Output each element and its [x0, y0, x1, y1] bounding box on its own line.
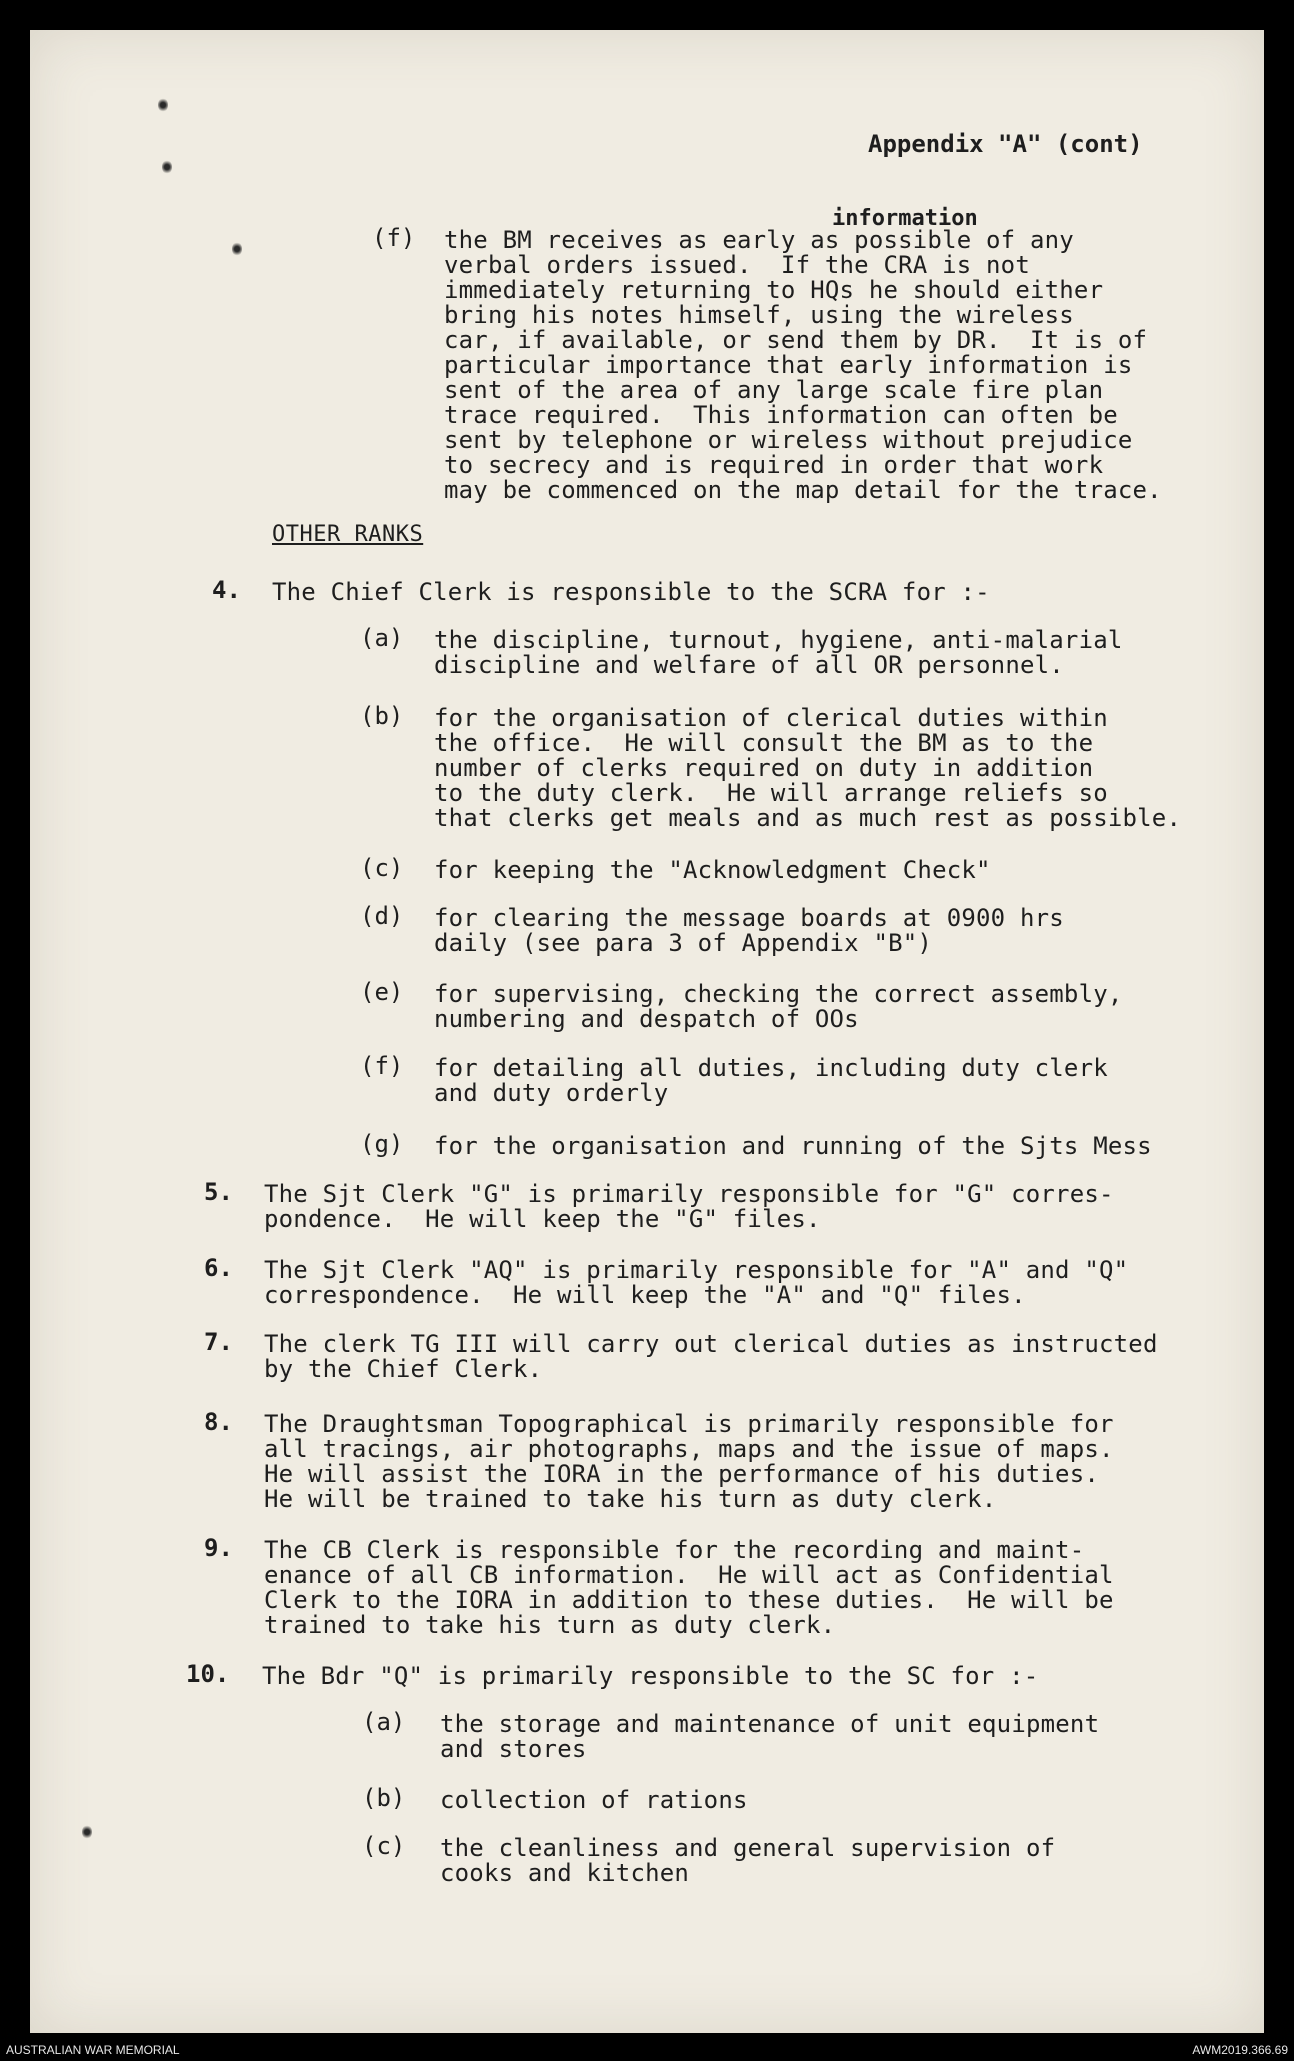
text-line: for keeping the "Acknowledgment Check"	[434, 856, 991, 884]
item-text	[434, 982, 1123, 1032]
text-line: discipline and welfare of all OR personnel.	[434, 651, 1064, 679]
item-text	[434, 628, 1123, 678]
text-line: trained to take his turn as duty clerk.	[264, 1611, 836, 1639]
text-line: Clerk to the IORA in addition to these duties. He will be	[264, 1586, 1114, 1614]
item-letter: (c)	[360, 854, 404, 882]
text-line: daily (see para 3 of Appendix "B")	[434, 929, 933, 957]
text-line: for the organisation and running of the Sjts Mess	[434, 1132, 1152, 1160]
item-text	[434, 706, 1181, 831]
text-line: sent by telephone or wireless without prejudice	[444, 426, 1133, 454]
paragraph-number: 5.	[204, 1178, 233, 1206]
text-line: The CB Clerk is responsible for the recording and maint-	[264, 1536, 1085, 1564]
text-line: to the duty clerk. He will arrange reliefs so	[434, 779, 1108, 807]
paragraph-9-text	[264, 1538, 1114, 1638]
handwritten-insert: information	[832, 206, 978, 231]
paragraph-number: 9.	[204, 1534, 233, 1562]
paragraph-7-text	[264, 1332, 1158, 1382]
text-line: and duty orderly	[434, 1079, 669, 1107]
text-line: He will assist the IORA in the performance of his duties.	[264, 1460, 1100, 1488]
paragraph-8-text	[264, 1412, 1114, 1512]
text-line: the BM receives as early as possible of any	[444, 226, 1074, 254]
punch-hole-mark	[232, 242, 242, 256]
item-text	[440, 1836, 1055, 1886]
text-line: collection of rations	[440, 1786, 748, 1814]
punch-hole-mark	[158, 98, 168, 112]
item-text	[434, 1056, 1108, 1106]
text-line: for the organisation of clerical duties within	[434, 704, 1108, 732]
text-line: and stores	[440, 1735, 587, 1763]
text-line: trace required. This information can often be	[444, 401, 1118, 429]
text-line: sent of the area of any large scale fire plan	[444, 376, 1104, 404]
item-text	[434, 858, 991, 883]
archive-reference: AWM2019.366.69	[1192, 2043, 1288, 2057]
text-line: The Sjt Clerk "G" is primarily responsible for "G" corres-	[264, 1180, 1114, 1208]
paragraph-number: 4.	[212, 576, 241, 604]
text-line: the office. He will consult the BM as to the	[434, 729, 1094, 757]
paragraph-6-text	[264, 1258, 1128, 1308]
paragraph-5-text	[264, 1182, 1114, 1232]
text-line: enance of all CB information. He will act as Confidential	[264, 1561, 1114, 1589]
text-line: for detailing all duties, including duty clerk	[434, 1054, 1108, 1082]
text-line: The Sjt Clerk "AQ" is primarily responsible for "A" and "Q"	[264, 1256, 1129, 1284]
text-line: cooks and kitchen	[440, 1859, 690, 1887]
appendix-header: Appendix "A" (cont)	[868, 130, 1143, 158]
text-line: may be commenced on the map detail for the trace.	[444, 476, 1162, 504]
text-line: numbering and despatch of OOs	[434, 1005, 859, 1033]
text-line: correspondence. He will keep the "A" and "Q" files.	[264, 1281, 1026, 1309]
text-line: that clerks get meals and as much rest as possible.	[434, 804, 1182, 832]
item-letter: (a)	[360, 624, 404, 652]
item-letter: (b)	[362, 1784, 406, 1812]
item-letter: (a)	[362, 1708, 406, 1736]
text-line: verbal orders issued. If the CRA is not	[444, 251, 1030, 279]
item-letter: (c)	[362, 1832, 406, 1860]
text-line: for supervising, checking the correct assembly,	[434, 980, 1123, 1008]
item-text	[434, 906, 1064, 956]
item-letter: (b)	[360, 702, 404, 730]
item-letter: (f)	[360, 1052, 404, 1080]
paragraph-text: The Chief Clerk is responsible to the SCRA for :-	[272, 578, 990, 606]
item-letter: (d)	[360, 902, 404, 930]
paragraph-f-text	[444, 228, 1162, 503]
paragraph-number: 10.	[186, 1660, 230, 1688]
text-line: by the Chief Clerk.	[264, 1355, 543, 1383]
text-line: The clerk TG III will carry out clerical duties as instructed	[264, 1330, 1158, 1358]
item-text	[440, 1712, 1099, 1762]
text-line: for clearing the message boards at 0900 hrs	[434, 904, 1064, 932]
text-line: The Draughtsman Topographical is primarily responsible for	[264, 1410, 1114, 1438]
item-text	[440, 1788, 748, 1813]
text-line: the discipline, turnout, hygiene, anti-malarial	[434, 626, 1123, 654]
paragraph-number: 8.	[204, 1408, 233, 1436]
item-letter: (f)	[372, 224, 416, 252]
item-letter: (e)	[360, 978, 404, 1006]
text-line: immediately returning to HQs he should either	[444, 276, 1104, 304]
text-line: particular importance that early information is	[444, 351, 1133, 379]
text-line: the cleanliness and general supervision of	[440, 1834, 1056, 1862]
section-heading: OTHER RANKS	[272, 522, 424, 547]
paragraph-text: The Bdr "Q" is primarily responsible to the SC for :-	[262, 1662, 1039, 1690]
text-line: the storage and maintenance of unit equipment	[440, 1710, 1100, 1738]
item-letter: (g)	[360, 1130, 404, 1158]
paragraph-number: 6.	[204, 1254, 233, 1282]
text-line: He will be trained to take his turn as duty clerk.	[264, 1485, 997, 1513]
item-text	[434, 1134, 1152, 1159]
archive-credit: AUSTRALIAN WAR MEMORIAL	[6, 2043, 180, 2057]
text-line: all tracings, air photographs, maps and the issue of maps.	[264, 1435, 1114, 1463]
text-line: bring his notes himself, using the wireless	[444, 301, 1074, 329]
text-line: car, if available, or send them by DR. It is of	[444, 326, 1148, 354]
text-line: pondence. He will keep the "G" files.	[264, 1205, 821, 1233]
text-line: to secrecy and is required in order that work	[444, 451, 1104, 479]
punch-hole-mark	[82, 1825, 92, 1839]
punch-hole-mark	[162, 160, 172, 174]
paragraph-number: 7.	[204, 1328, 233, 1356]
text-line: number of clerks required on duty in addition	[434, 754, 1094, 782]
